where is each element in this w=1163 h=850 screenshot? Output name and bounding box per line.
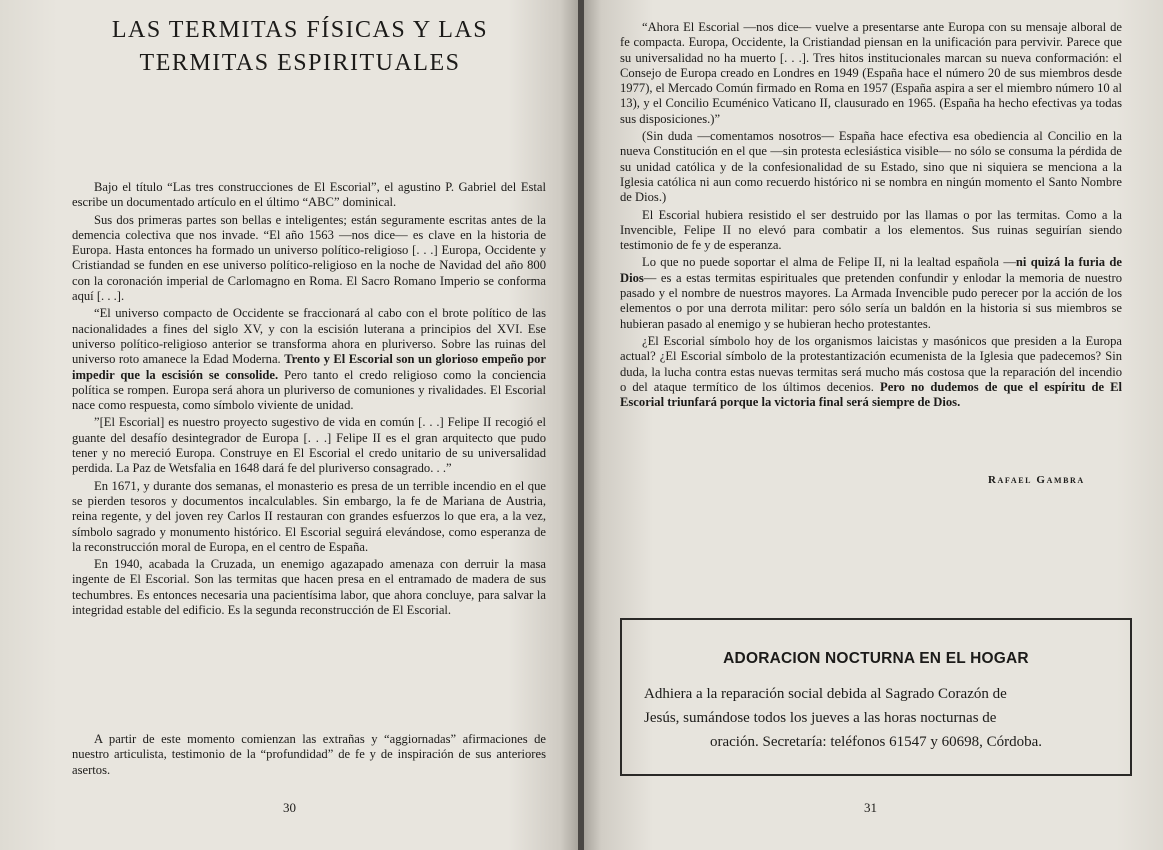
paragraph: ”[El Escorial] es nuestro proyecto sugestivo de vida en común [. . .] Felipe II recogió el guante del desafío desintegrador de Europa [. . .] Felipe II es el gran arquitecto que pudo tener y no mereció Europa. Construye en El Escorial el credo unitario de su universalidad perdida. La Paz de Wetsfalia en 1648 dará fe del pluriverso consagrado. . .” — [72, 415, 546, 476]
paragraph-text: ¿El Escorial símbolo hoy de los organismos laicistas y masónicos que presiden a la Europa actual? ¿El Escorial símbolo de la protestantización ecumenista de la Iglesia que padecemos? Sin duda, la lucha contra estas nuevas termitas será mucho más costosa que la reparación del incendio o del ataque termítico de los últimos decenios. — [620, 333, 1122, 394]
paragraph: “Ahora El Escorial —nos dice— vuelve a presentarse ante Europa con su mensaje alboral de fe compacta. Europa, Occidente, la Cristiandad piensan en la unificación para pervivir. Parece que su universalidad no ha muerto [. . .]. Tres hitos institucionales marcan su nueva conformación: el Consejo de Europa creado en Londres en 1949 (España hace el número 20 de sus miembros desde 1977), el Mercado Común firmado en Roma en 1957 (España aspira a ser el miembro número 10 al 13), y el Concilio Ecuménico Vaticano II, clausurado en 1965. (España ha hecho efectivas ya todas sus disposiciones.)” — [620, 20, 1122, 126]
box-line: oración. Secretaría: teléfonos 61547 y 60698, Córdoba. — [710, 734, 1042, 750]
bold-phrase: ni quizá la furia de Dios — [620, 255, 1123, 285]
paragraph: A partir de este momento comienzan las extrañas y “aggiornadas” afirmaciones de nuestro articulista, testimonio de la “profundidad” de fe y de inspiración de sus anteriores asertos. — [72, 732, 546, 777]
paragraph — [620, 255, 1122, 331]
article-title — [60, 14, 540, 80]
box-body — [644, 682, 1108, 754]
box-line: Adhiera a la reparación social debida al Sagrado Corazón de — [644, 686, 1007, 702]
paragraph: El Escorial hubiera resistido el ser destruido por las llamas o por las termitas. Como a la Invencible, Felipe II no elevó para combatir a los elementos. Sus ruinas seguirían siendo testimonio de fe y de esperanza. — [620, 207, 1122, 253]
paragraph-text: Pero tanto el credo religioso como la conciencia política se rompen. Europa será ahora un pluriverso de comuniones y rivalidades. El Escorial nace como respuesta, como símbolo viviente de unidad. — [72, 367, 546, 413]
bold-phrase: Pero no dudemos de que el espíritu de El Escorial triunfará porque la victoria final será siempre de Dios. — [620, 379, 1123, 410]
paragraph: En 1940, acabada la Cruzada, un enemigo agazapado amenaza con derruir la masa ingente de El Escorial. Son las termitas que hacen presa en el entramado de madera de sus techumbres. Es entonces necesaria una pacientísima labor, que ahora concluye, para salvar la integridad estable del edificio. Es la segunda reconstrucción de El Escorial. — [72, 557, 546, 618]
right-page — [584, 0, 1163, 850]
box-title: ADORACION NOCTURNA EN EL HOGAR — [723, 650, 1029, 667]
box-line: Jesús, sumándose todos los jueves a las horas nocturnas de — [644, 710, 997, 726]
right-body-text — [620, 20, 1122, 410]
page-number: 31 — [864, 800, 877, 815]
bold-phrase: Trento y El Escorial son un glorioso empeño por impedir que la escisión se consolide. — [72, 352, 546, 382]
paragraph-text: Lo que no puede soportar el alma de Felipe II, ni la lealtad española — — [642, 255, 1016, 270]
paragraph: En 1671, y durante dos semanas, el monasterio es presa de un terrible incendio en el que se pierden tesoros y documentos incalculables. Sin embargo, la fe de Mariana de Austria, reina regente, y del joven rey Carlos II restauran con grandes esfuerzos lo que era, a la vez, símbolo sagrado y monumento histórico. El Escorial seguirá elevándose, como esperanza de la reconstrucción moral de Europa, en el centro de España. — [72, 478, 546, 554]
paragraph: (Sin duda —comentamos nosotros— España hace efectiva esa obediencia al Concilio en la nueva Constitución en el que —sin protesta eclesiástica visible— no sólo se consuma la pérdida de su unidad católica y de la confesionalidad de su Estado, sino que ni siquiera se menciona a la Iglesia católica ni aun como recuerdo histórico ni se nombra en ningún momento el Santo Nombre de Dios.) — [620, 129, 1122, 205]
paragraph-text: “El universo compacto de Occidente se fraccionará al cabo con el brote político de las nacionalidades a fines del siglo XV, y con la escisión luterana a principios del XVI. Ese universo político-religioso anterior se transforma ahora en pluriverso. Sobre las ruinas del universo roto amanece la Edad Moderna. — [72, 306, 546, 367]
title-line-1: LAS TERMITAS FÍSICAS Y LAS — [111, 17, 489, 43]
left-page — [0, 0, 578, 850]
page-number: 30 — [283, 800, 296, 815]
left-body-text — [72, 180, 546, 618]
paragraph — [620, 334, 1122, 410]
title-line-2: TERMITAS ESPIRITUALES — [139, 50, 461, 76]
advertisement-box — [620, 618, 1132, 776]
paragraph: Bajo el título “Las tres construcciones de El Escorial”, el agustino P. Gabriel del Estal escribe un documentado artículo en el último “ABC” dominical. — [72, 180, 546, 210]
author-signature: Rafael Gambra — [988, 474, 1085, 486]
paragraph: Sus dos primeras partes son bellas e inteligentes; están seguramente escritas antes de la demencia colectiva que nos invade. “El año 1563 —nos dice— es clave en la historia de Europa. Hasta entonces ha formado un universo político-religioso [. . .] Europa, Occidente y Cristiandad se funden en ese universo político-religioso en la noche de Navidad del año 800 con la coronación imperial de Carlomagno en Roma. El Sacro Romano Imperio se conforma aquí [. . .]. — [72, 212, 546, 304]
paragraph — [72, 306, 546, 413]
left-tail-text — [72, 732, 546, 778]
paragraph-text: — es a estas termitas espirituales que pretenden confundir y enlodar la memoria de nuestro pasado y el nombre de nuestros mayores. La Armada Invencible pudo perecer por la acción de los elementos o por una derrota militar: pero sólo sería un baldón en la historia si sus miembros se hubieran pasado al enemigo y se hubieran hecho protestantes. — [620, 270, 1122, 331]
